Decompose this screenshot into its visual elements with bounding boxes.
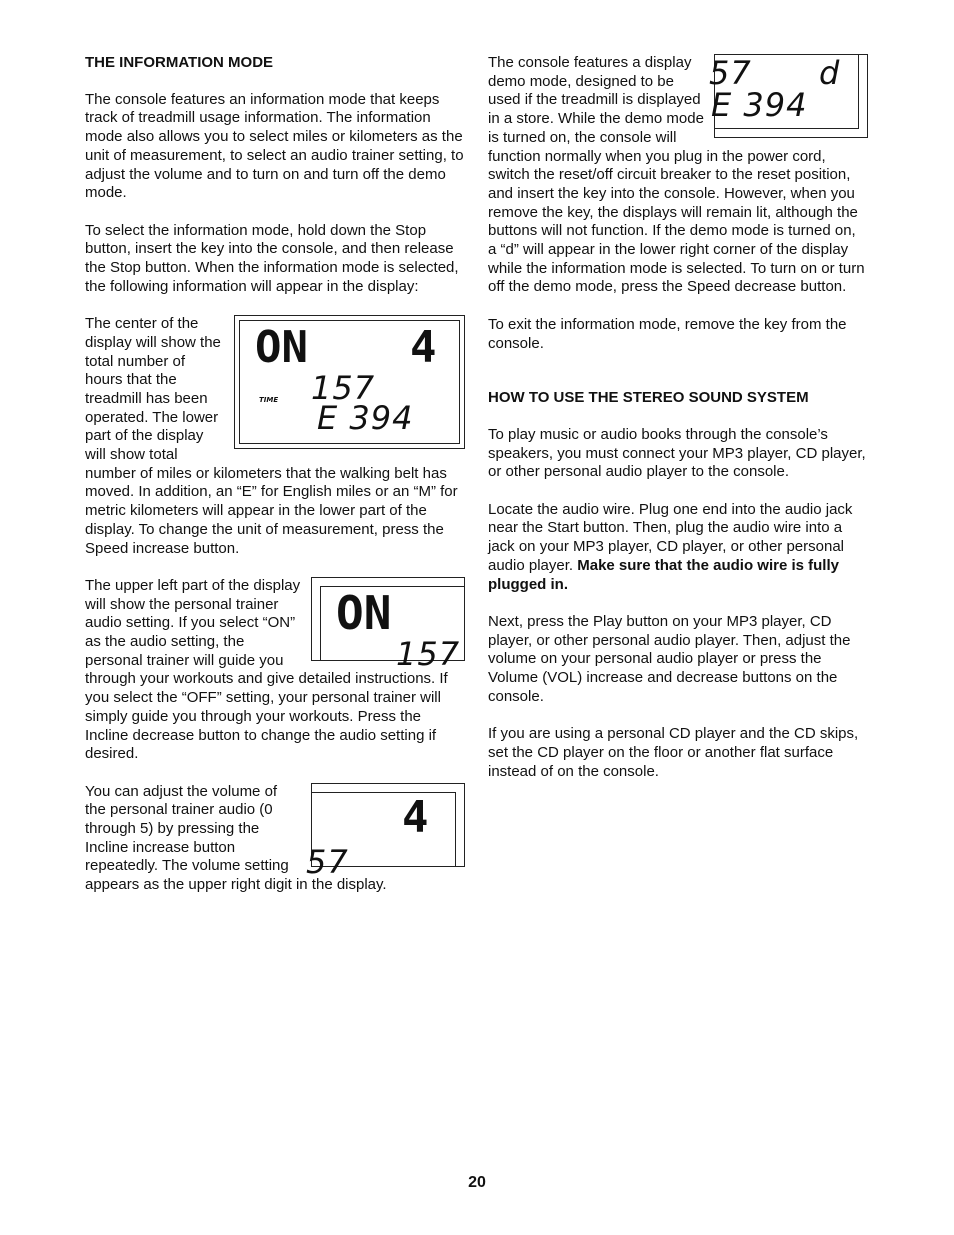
information-mode-select-instructions: To select the information mode, hold down the Stop button, insert the key into the console, and then release the Stop button. When the information mode is selected, the following information will appear in the display: — [85, 221, 459, 295]
page-number: 20 — [468, 1174, 486, 1191]
display-hours-value: 157 — [311, 369, 376, 408]
right-column — [488, 54, 868, 800]
display-partial-hours-2: 57 — [306, 842, 349, 881]
audio-setting-description: The upper left part of the display will show the personal trainer audio setting. If you select “ON” as the audio setting, the personal trainer will guide you through your workouts and give detailed instructions. If you select the “OFF” setting, your personal trainer will simply guide you through your workouts. Press the Incline decrease button to change the audio setting if desired. — [85, 576, 448, 763]
cd-skip-tip: If you are using a personal CD player and the CD skips, set the CD player on the floor or another flat surface instead of on the console. — [488, 725, 859, 780]
display-volume-panel — [306, 783, 465, 881]
information-mode-intro: The console features an information mode that keeps track of treadmill usage information. The information mode also allows you to select miles or kilometers as the unit of measurement, to select an audio trainer setting, to adjust the volume and to turn on and turn off the demo mode. — [85, 90, 464, 202]
display-volume-level: 4 — [402, 791, 429, 843]
display-demo-hours: 57 — [709, 54, 752, 92]
display-partial-hours: 157 — [396, 634, 461, 673]
display-distance-value: E 394 — [317, 399, 414, 438]
demo-mode-description: The console features a display demo mode, designed to be used if the treadmill is displayed in a store. While the demo mode is turned on, the console will function normally when you plug in the power cord, switch the reset/off circuit breaker to the reset position, and insert the key into the console. However, when you remove the key, the displays will remain lit, although the buttons will not function. If the demo mode is turned on, a “d” will appear in the lower right corner of the display while the information mode is selected. To turn on or turn off the demo mode, press the Speed decrease button. — [488, 54, 865, 296]
display-hours-distance — [234, 315, 465, 449]
exit-information-mode: To exit the information mode, remove the key from the console. — [488, 315, 847, 352]
display-demo-indicator: d — [819, 54, 841, 92]
display-demo-mode — [709, 54, 868, 138]
volume-description: You can adjust the volume of the personal trainer audio (0 through 5) by pressing the Incline increase button repeatedly. The volume setting appears as the upper right digit in the display. — [85, 782, 387, 894]
display-audio-on: ON — [336, 585, 392, 640]
display-audio-setting: ON — [255, 322, 308, 374]
stereo-intro: To play music or audio books through the console’s speakers, you must connect your MP3 player, CD player, or other personal audio player to the console. — [488, 425, 866, 481]
volume-instructions: Next, press the Play button on your MP3 player, CD player, or other personal audio player. Then, adjust the volume on your personal audio player or press the Volume (VOL) increase and decrease buttons on the console. — [488, 612, 851, 705]
audio-wire-warning: Make sure that the audio wire is fully plugged in. — [488, 556, 839, 593]
left-column — [85, 54, 465, 914]
display-demo-distance: E 394 — [711, 86, 808, 124]
display-volume-digit: 4 — [410, 322, 437, 374]
information-mode-heading: THE INFORMATION MODE — [85, 54, 274, 71]
audio-wire-text: Locate the audio wire. Plug one end into the audio jack near the Start button. Then, plug the audio wire into a jack on your MP3 player, CD player, or other personal audio player. — [488, 500, 853, 574]
display-audio-setting-panel — [311, 577, 465, 673]
stereo-sound-heading: HOW TO USE THE STEREO SOUND SYSTEM — [488, 389, 809, 407]
audio-wire-instructions — [488, 501, 868, 595]
hours-distance-description: The center of the display will show the total number of hours that the treadmill has been operated. The lower part of the display will show total number of miles or kilometers that the walking belt has moved. In addition, an “E” for English miles or an “M” for metric kilometers will appear in the lower part of the display. To change the unit of measurement, press the Speed increase button. — [85, 315, 458, 557]
display-time-label: TIME — [259, 396, 279, 405]
